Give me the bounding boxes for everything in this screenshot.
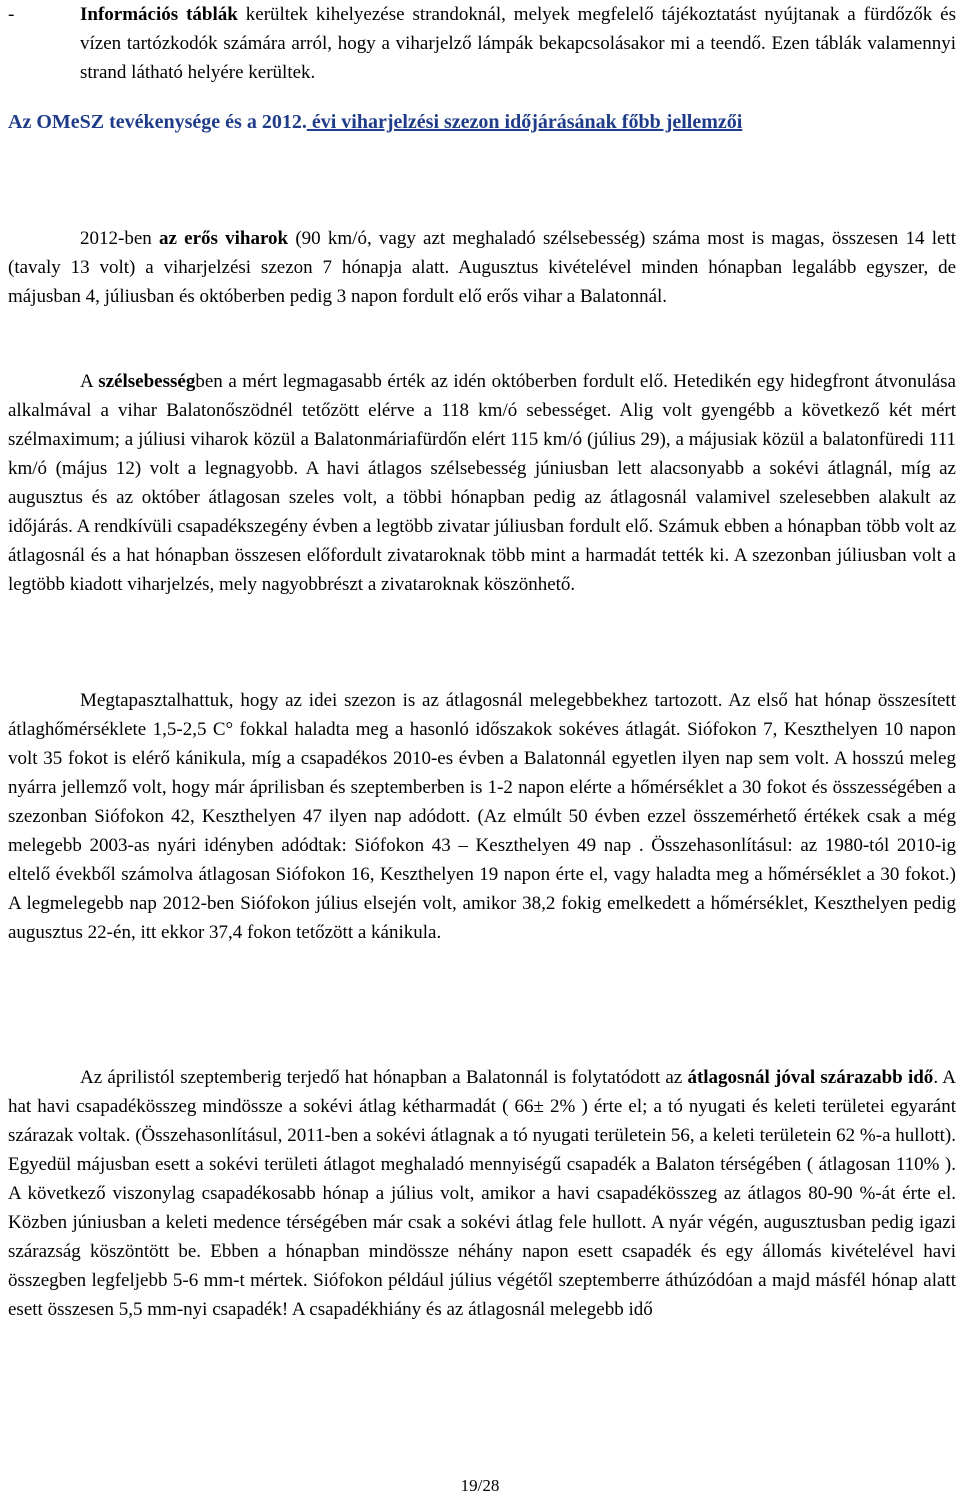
- p1-text-2: (90 km/ó, vagy azt meghaladó szélsebesség) száma most is magas, összesen 14 lett (tavaly 13 volt) a viharjelzési szezon 7 hónapja alatt. Augusztus kivételével minden hónapban legalább egyszer, de májusban 4, júliusban és októberben pedig 3 napon fordult elő erős vihar a Balatonnál.: [8, 228, 956, 307]
- paragraph-precipitation: [8, 1063, 956, 1324]
- p2-bold: szélsebesség: [98, 371, 196, 392]
- paragraph-temperature: [8, 686, 956, 947]
- paragraph-strong-storms: [8, 224, 956, 311]
- p2-text-2: ben a mért legmagasabb érték az idén októberben fordult elő. Hetedikén egy hidegfront átvonulása alkalmával a vihar Balatonőszödnél tetőzött elérve a 118 km/ó sebességet. Alig volt gyengébb a következő két mért szélmaximum; a júliusi viharok közül a Balatonmáriafürdőn elért 115 km/ó (július 29), a májusiak közül a balatonfüredi 111 km/ó (május 12) volt a legnagyobb. A havi átlagos szélsebesség júniusban lett alacsonyabb a sokévi átlagnál, míg az augusztus és az október átlagosan szeles volt, a többi hónapban pedig az átlagosnál valamivel szelesebben alakult az időjárás. A rendkívüli csapadékszegény évben a legtöbb zivatar júliusban fordult elő. Számuk ebben a hónapban több volt az átlagosnál és a hat hónapban összesen előfordult zivataroknak több mint a harmadát tették ki. A szezonban júliusban volt a legtöbb kiadott viharjelzés, mely nagyobbrészt a zivataroknak köszönhető.: [8, 371, 956, 595]
- p1-bold: az erős viharok: [158, 228, 289, 249]
- heading-part2: évi viharjelzési szezon időjárásának főbb jellemzői: [306, 111, 743, 133]
- bullet-bold-lead: Információs táblák: [80, 4, 238, 25]
- bullet-item-info-tables: [8, 0, 956, 87]
- paragraph-wind-speed: [8, 367, 956, 599]
- p4-text-2: . A hat havi csapadékösszeg mindössze a sokévi átlag kétharmadát ( 66± 2% ) érte el; a tó nyugati és keleti területei egyaránt szárazak voltak. (Összehasonlításul, 2011-ben a sokévi átlagnak a tó nyugati területein 56, a keleti területein 62 %-a hullott). Egyedül májusban esett a sokévi területi átlagot meghaladó mennyiségű csapadék a Balaton térségében ( átlagosan 110% ). A következő viszonylag csapadékosabb hónap a július volt, amikor a havi csapadékösszeg az átlagos 80-90 %-át érte el. Közben júniusban a keleti medence térségében már csak a sokévi átlag fele hullott. A nyár végén, augusztusban pedig igazi szárazság köszöntött be. Ebben a hónapban mindössze néhány napon esett csapadék és egy állomás kivételével havi összegben legfeljebb 5-6 mm-t mértek. Siófokon például július végétől szeptemberre áthúzódóan a majd másfél hónap alatt esett összesen 5,5 mm-nyi csapadék! A csapadékhiány és az átlagosnál melegebb idő: [8, 1067, 956, 1320]
- p4-bold: átlagosnál jóval szárazabb idő: [687, 1067, 934, 1088]
- p3-text: Megtapasztalhattuk, hogy az idei szezon is az átlagosnál melegebbekhez tartozott. Az első hat hónap összesített átlaghőmérséklete 1,5-2,5 C° fokkal haladta meg a hasonló időszakok sokéves átlagát. Siófokon 7, Keszthelyen 10 napon volt 35 fokot is elérő kánikula, míg a csapadékos 2010-es évben a Balatonnál egyetlen ilyen nap sem volt. A hosszú meleg nyárra jellemző volt, hogy már áprilisban és szeptemberben is 1-2 napon elérte a hőmérséklet a 30 fokot és összességében a szezonban Siófokon 42, Keszthelyen 47 ilyen nap adódott. (Az elmúlt 50 évben ezzel összemérhető értékek csak a még melegebb 2003-as nyári idényben adódtak: Siófokon 43 – Keszthelyen 49 nap . Összehasonlításul: az 1980-tól 2010-ig eltelő évekből számolva átlagosan Siófokon 16, Keszthelyen 19 napon érte el, vagy haladta meg a hőmérséklet a 30 fokot.) A legmelegebb nap 2012-ben Siófokon július elsején volt, amikor 38,2 fokig emelkedett a hőmérséklet, Keszthelyen pedig augusztus 22-én, itt ekkor 37,4 fokon tetőzött a kánikula.: [8, 690, 956, 943]
- bullet-text: [80, 0, 956, 87]
- p1-text-1: 2012-ben: [80, 228, 159, 249]
- page-number: 19/28: [460, 1476, 500, 1495]
- p4-text-1: Az áprilistól szeptemberig terjedő hat hónapban a Balatonnál is folytatódott az: [80, 1067, 688, 1088]
- heading-part1: Az OMeSZ tevékenysége és a 2012.: [8, 111, 307, 133]
- p2-text-1: A: [80, 371, 99, 392]
- section-heading: [8, 107, 956, 137]
- bullet-body: kerültek kihelyezése strandoknál, melyek megfelelő tájékoztatást nyújtanak a fürdőzők és vízen tartózkodók számára arról, hogy a viharjelző lámpák bekapcsolásakor mi a teendő. Ezen táblák valamennyi strand látható helyére kerültek.: [80, 4, 956, 83]
- bullet-dash: -: [8, 4, 15, 25]
